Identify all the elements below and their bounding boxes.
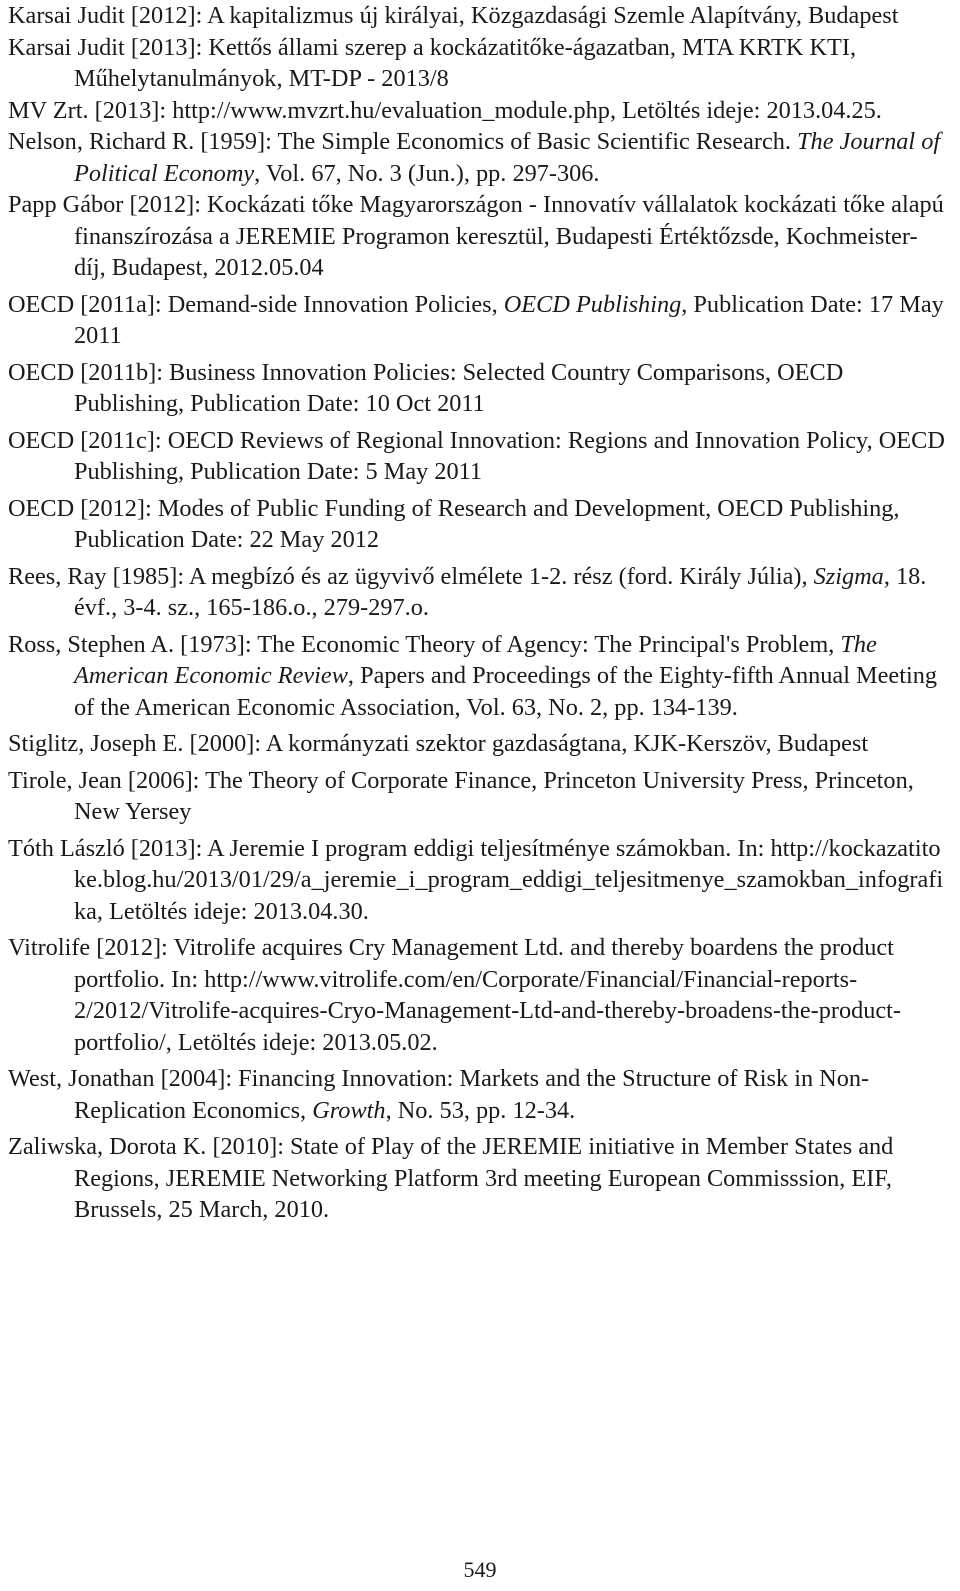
reference-text: Papp Gábor [2012]: Kockázati tőke Magyarországon - Innovatív vállalatok kockázati tőke alapú finanszírozása a JEREMIE Programon keresztül, Budapesti Értéktőzsde, Kochmeister-díj, Budapest, 2012.05.04 xyxy=(8,191,944,281)
reference-zaliwska-2010 xyxy=(8,1131,948,1226)
journal-title: The American Economic Review xyxy=(74,630,877,689)
reference-text: Tirole, Jean [2006]: The Theory of Corporate Finance, Princeton University Press, Princeton, New Yersey xyxy=(8,766,914,825)
reference-nelson-1959 xyxy=(8,126,948,189)
reference-oecd-2012 xyxy=(8,493,948,556)
reference-text: OECD [2012]: Modes of Public Funding of Research and Development, OECD Publishing, Publication Date: 22 May 2012 xyxy=(8,494,900,553)
reference-tirole-2006 xyxy=(8,765,948,828)
reference-karsai-2013 xyxy=(8,32,948,95)
reference-text: OECD [2011b]: Business Innovation Policies: Selected Country Comparisons, OECD Publishing, Publication Date: 10 Oct 2011 xyxy=(8,358,844,417)
reference-toth-2013 xyxy=(8,833,948,928)
reference-text: , Vol. 67, No. 3 (Jun.), pp. 297-306. xyxy=(254,159,600,187)
reference-text: , 18. évf., 3-4. sz., 165-186.o., 279-297.o. xyxy=(74,562,927,621)
reference-karsai-2012 xyxy=(8,0,948,32)
publisher-title: OECD Publishing xyxy=(503,290,682,318)
reference-mvzrt-2013 xyxy=(8,95,948,127)
reference-ross-1973 xyxy=(8,629,948,724)
reference-stiglitz-2000 xyxy=(8,728,948,760)
reference-oecd-2011b xyxy=(8,357,948,420)
reference-text: Nelson, Richard R. [1959]: The Simple Economics of Basic Scientific Research. xyxy=(8,128,798,155)
journal-title: The Journal of Political Economy xyxy=(74,128,941,187)
reference-text: West, Jonathan [2004]: Financing Innovation: Markets and the Structure of Risk in Non-Replication Economics, xyxy=(8,1065,870,1124)
reference-rees-1985 xyxy=(8,561,948,624)
journal-title: Growth xyxy=(312,1096,386,1124)
reference-text: Ross, Stephen A. [1973]: The Economic Theory of Agency: The Principal's Problem, xyxy=(8,630,841,658)
reference-west-2004 xyxy=(8,1063,948,1126)
reference-text: Stiglitz, Joseph E. [2000]: A kormányzati szektor gazdaságtana, KJK-Kerszöv, Budapest xyxy=(8,730,869,757)
reference-list xyxy=(8,0,948,1226)
reference-text: , Publication Date: 17 May 2011 xyxy=(74,290,944,349)
reference-text: , Papers and Proceedings of the Eighty-fifth Annual Meeting of the American Economic Association, Vol. 63, No. 2, pp. 134-139. xyxy=(74,662,937,721)
page-number: 549 xyxy=(463,1557,497,1582)
reference-text: , No. 53, pp. 12-34. xyxy=(385,1096,576,1124)
reference-text: OECD [2011c]: OECD Reviews of Regional Innovation: Regions and Innovation Policy, OECD Publishing, Publication Date: 5 May 2011 xyxy=(8,426,945,485)
reference-text: Vitrolife [2012]: Vitrolife acquires Cry Management Ltd. and thereby boardens the product portfolio. In: http://www.vitrolife.com/en/Corporate/Financial/Financial-reports-2/2012/Vitrolife-acquires-Cryo-Management-Ltd-and-thereby-broadens-the-product-portfolio/, Letöltés ideje: 2013.05.02. xyxy=(8,934,902,1056)
reference-oecd-2011c xyxy=(8,425,948,488)
reference-papp-2012 xyxy=(8,189,948,284)
reference-text: Rees, Ray [1985]: A megbízó és az ügyvivő elmélete 1-2. rész (ford. Király Júlia), xyxy=(8,562,814,590)
reference-text: OECD [2011a]: Demand-side Innovation Policies, xyxy=(8,290,504,318)
reference-vitrolife-2012 xyxy=(8,932,948,1058)
reference-text: MV Zrt. [2013]: http://www.mvzrt.hu/evaluation_module.php, Letöltés ideje: 2013.04.25. xyxy=(8,96,882,124)
reference-text: Zaliwska, Dorota K. [2010]: State of Play of the JEREMIE initiative in Member States and Regions, JEREMIE Networking Platform 3rd meeting European Commisssion, EIF, Brussels, 25 March, 2010. xyxy=(8,1133,894,1223)
journal-title: Szigma xyxy=(813,562,884,590)
reference-text: Karsai Judit [2013]: Kettős állami szerep a kockázatitőke-ágazatban, MTA KRTK KTI, Műhelytanulmányok, MT-DP - 2013/8 xyxy=(8,33,857,92)
reference-text: Karsai Judit [2012]: A kapitalizmus új királyai, Közgazdasági Szemle Alapítvány, Budapest xyxy=(8,2,899,29)
reference-text: Tóth László [2013]: A Jeremie I program eddigi teljesítménye számokban. In: http://kockazatitoke.blog.hu/2013/01/29/a_jeremie_i_program_eddigi_teljesitmenye_szamokban_infografika, Letöltés ideje: 2013.04.30. xyxy=(8,834,944,925)
reference-oecd-2011a xyxy=(8,289,948,352)
